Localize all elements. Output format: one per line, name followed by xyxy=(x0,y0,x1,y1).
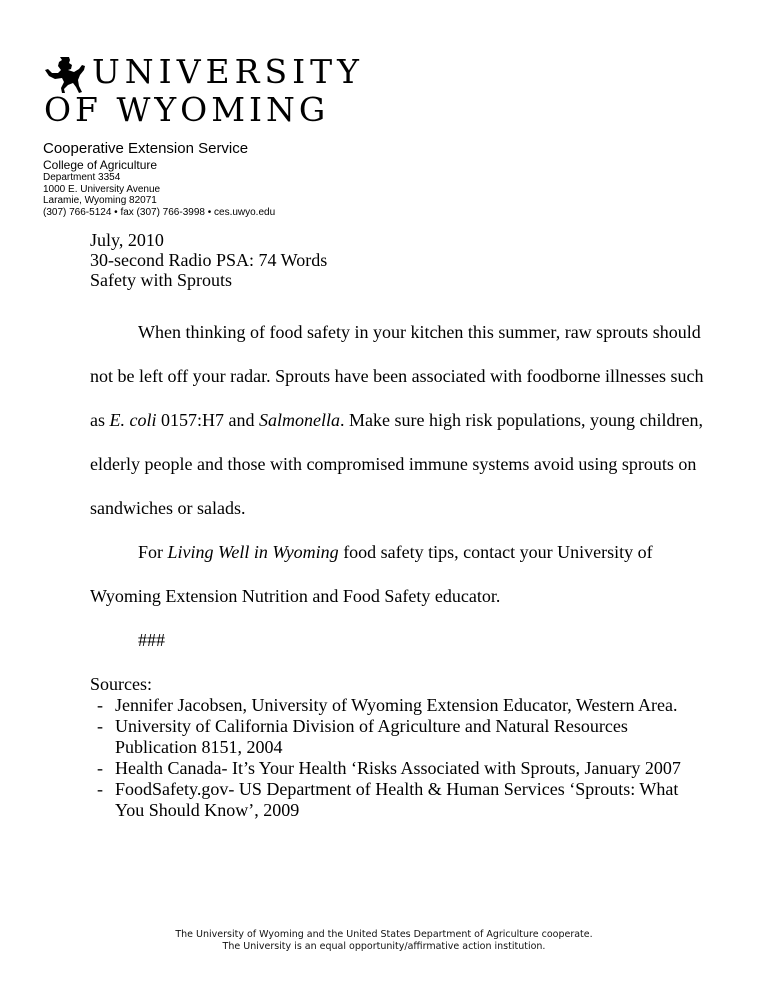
p1-text-b: 0157:H7 and xyxy=(156,410,259,430)
source-item: - FoodSafety.gov- US Department of Health & Human Services ‘Sprouts: What You Should Know’, 2009 xyxy=(90,779,710,821)
psa-document xyxy=(90,230,710,821)
footer xyxy=(0,929,768,953)
footer-line-1: The University of Wyoming and the United States Department of Agriculture cooperate. xyxy=(175,929,593,940)
end-mark: ### xyxy=(138,630,165,650)
sources-section xyxy=(90,674,710,821)
college-name: College of Agriculture xyxy=(43,158,158,172)
p2-text-a: For xyxy=(138,542,168,562)
university-logo xyxy=(44,50,364,130)
street-address: 1000 E. University Avenue xyxy=(43,183,161,195)
psa-title: Safety with Sprouts xyxy=(90,270,232,290)
psa-date: July, 2010 xyxy=(90,230,164,250)
contact-line: (307) 766-5124 • fax (307) 766-3998 • ces.uwyo.edu xyxy=(43,206,276,218)
source-item: - Health Canada- It’s Your Health ‘Risks Associated with Sprouts, January 2007 xyxy=(90,758,710,779)
city-state-zip: Laramie, Wyoming 82071 xyxy=(43,195,157,206)
logo-line-university: UNIVERSITY xyxy=(92,52,364,91)
p2-text-b: food safety tips, contact your University of Wyoming Extension Nutrition and Food Safety educator. xyxy=(90,542,653,606)
p1-salmonella: Salmonella xyxy=(259,410,340,430)
body-paragraph-2 xyxy=(90,530,710,618)
source-item: - Jennifer Jacobsen, University of Wyoming Extension Educator, Western Area. xyxy=(90,695,710,716)
footer-line-2: The University is an equal opportunity/affirmative action institution. xyxy=(222,941,546,952)
p2-living-well: Living Well in Wyoming xyxy=(167,542,339,562)
psa-meta xyxy=(90,230,710,290)
body-paragraph-1 xyxy=(90,310,710,530)
service-name: Cooperative Extension Service xyxy=(43,140,249,157)
p1-text-a: When thinking of food safety in your kitchen this summer, raw sprouts should not be left off your radar. Sprouts have been associated with foodborne illnesses such as xyxy=(90,322,704,430)
sources-list xyxy=(90,695,710,821)
letterhead xyxy=(43,140,275,218)
source-item: - University of California Division of Agriculture and Natural Resources Publication 8151, 2004 xyxy=(90,716,710,758)
department: Department 3354 xyxy=(43,172,121,183)
sources-title: Sources: xyxy=(90,674,152,694)
p1-text-c: . Make sure high risk populations, young children, elderly people and those with compromised immune systems avoid using sprouts on sandwiches or salads. xyxy=(90,410,703,518)
p1-ecoli: E. coli xyxy=(109,410,157,430)
logo-line-of-wyoming: OF WYOMING xyxy=(44,90,330,129)
psa-type: 30-second Radio PSA: 74 Words xyxy=(90,250,328,270)
